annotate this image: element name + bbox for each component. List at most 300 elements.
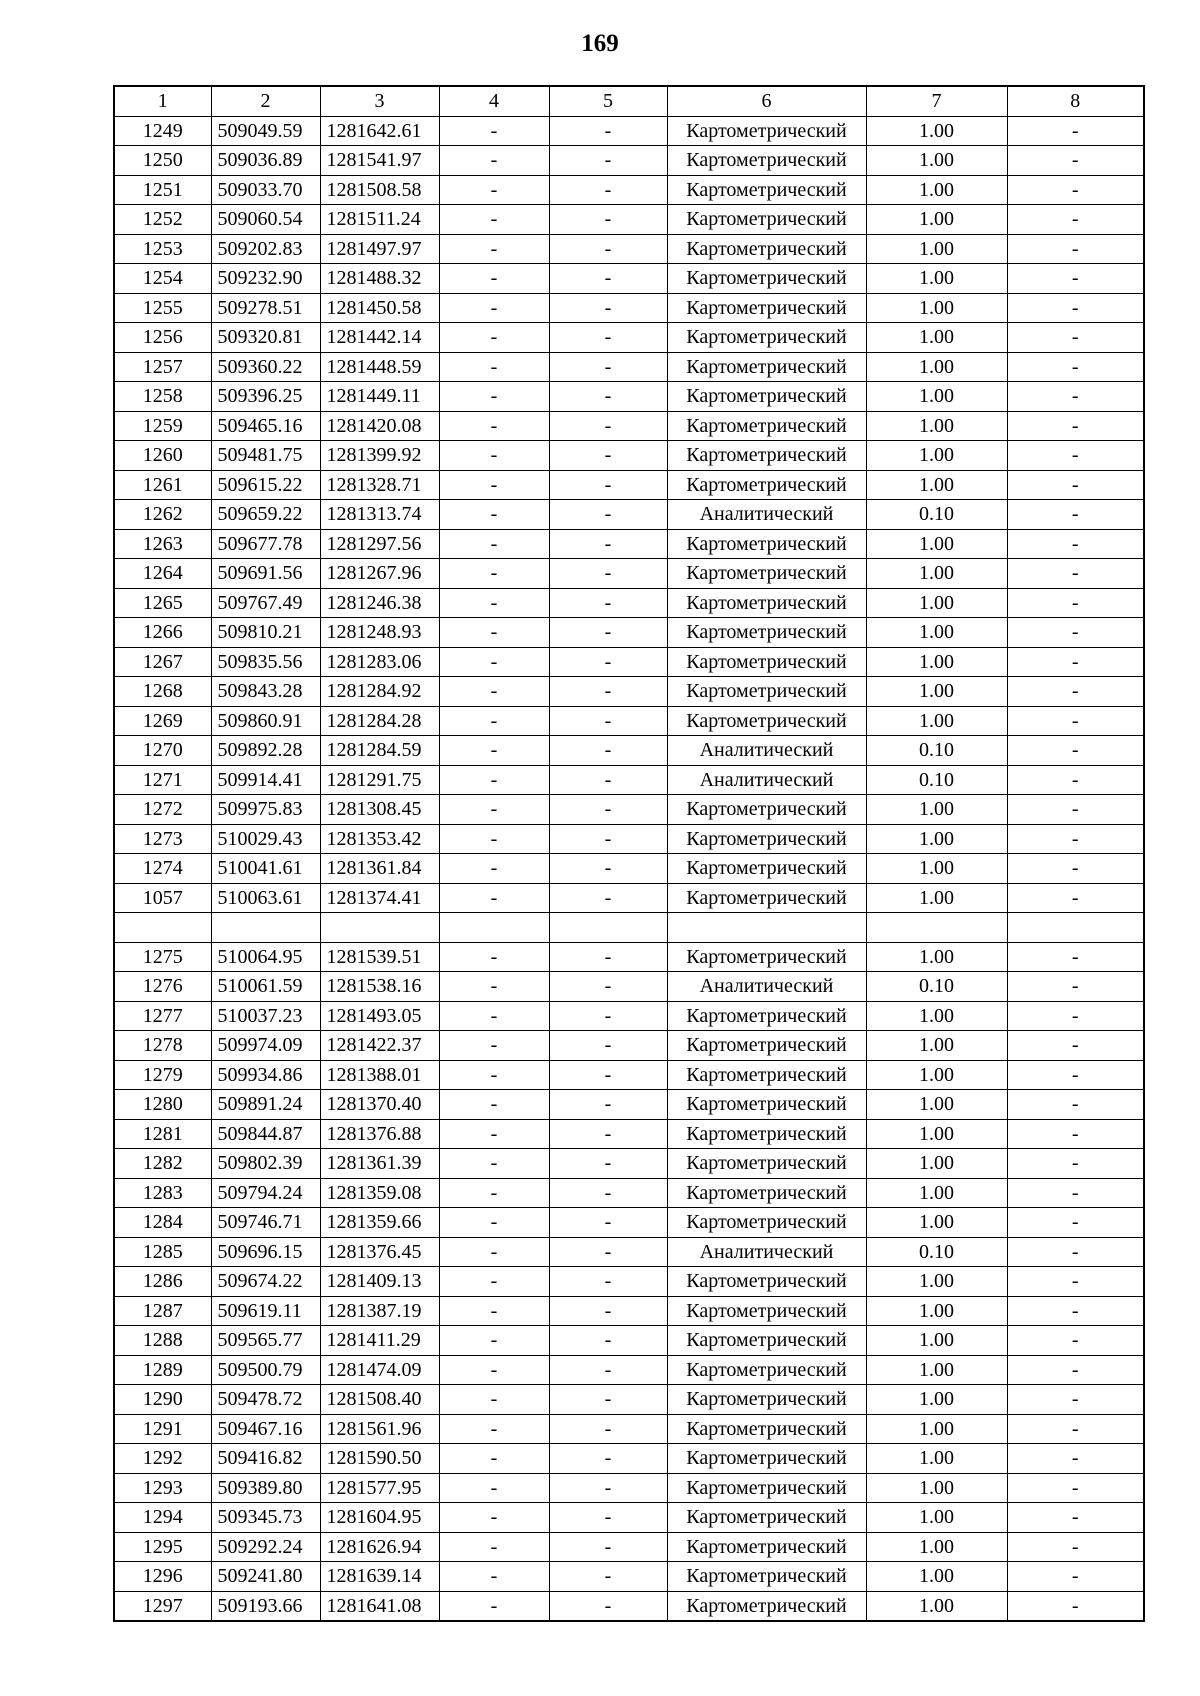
table-cell: Картометрический xyxy=(667,1208,866,1238)
table-cell: - xyxy=(1007,1060,1144,1090)
table-cell: 1.00 xyxy=(866,1090,1007,1120)
table-row xyxy=(114,1208,1144,1238)
table-row xyxy=(114,736,1144,766)
table-row xyxy=(114,559,1144,589)
table-cell: 1.00 xyxy=(866,824,1007,854)
table-cell: - xyxy=(549,1503,667,1533)
table-row xyxy=(114,972,1144,1002)
table-cell: - xyxy=(549,1296,667,1326)
table-cell: 1267 xyxy=(114,647,211,677)
table-header-row xyxy=(114,86,1144,116)
table-cell: 509036.89 xyxy=(211,146,320,176)
table-cell: Аналитический xyxy=(667,765,866,795)
table-cell: 1.00 xyxy=(866,1414,1007,1444)
table-cell: - xyxy=(1007,1001,1144,1031)
table-row xyxy=(114,1532,1144,1562)
table-cell: - xyxy=(1007,824,1144,854)
table-cell: 1.00 xyxy=(866,116,1007,146)
table-row xyxy=(114,618,1144,648)
table-cell: Картометрический xyxy=(667,647,866,677)
table-cell: 1.00 xyxy=(866,441,1007,471)
table-cell: - xyxy=(1007,854,1144,884)
table-cell: Картометрический xyxy=(667,146,866,176)
table-cell: 1278 xyxy=(114,1031,211,1061)
table-cell: 1281411.29 xyxy=(320,1326,439,1356)
table-cell: 1287 xyxy=(114,1296,211,1326)
table-cell: - xyxy=(1007,234,1144,264)
table-cell: 1262 xyxy=(114,500,211,530)
table-cell: 509746.71 xyxy=(211,1208,320,1238)
table-cell: 1.00 xyxy=(866,1591,1007,1621)
table-cell: 1257 xyxy=(114,352,211,382)
table-cell: 1281541.97 xyxy=(320,146,439,176)
table-cell: Картометрический xyxy=(667,824,866,854)
table-cell: - xyxy=(549,677,667,707)
table-cell: - xyxy=(549,323,667,353)
table-cell: - xyxy=(1007,942,1144,972)
table-cell: Картометрический xyxy=(667,1503,866,1533)
table-cell: 1286 xyxy=(114,1267,211,1297)
table-cell: 1281449.11 xyxy=(320,382,439,412)
table-cell: 1281642.61 xyxy=(320,116,439,146)
table-cell: 509193.66 xyxy=(211,1591,320,1621)
table-cell: 1272 xyxy=(114,795,211,825)
table-cell: Картометрический xyxy=(667,175,866,205)
table-cell: 1.00 xyxy=(866,1355,1007,1385)
table-row xyxy=(114,1385,1144,1415)
table-cell: - xyxy=(549,588,667,618)
table-cell: Картометрический xyxy=(667,1355,866,1385)
table-cell: 509565.77 xyxy=(211,1326,320,1356)
table-cell: - xyxy=(1007,1414,1144,1444)
table-cell: Картометрический xyxy=(667,411,866,441)
table-row xyxy=(114,1237,1144,1267)
table-cell xyxy=(320,913,439,943)
table-cell: 1274 xyxy=(114,854,211,884)
table-cell: 509677.78 xyxy=(211,529,320,559)
table-cell: 1254 xyxy=(114,264,211,294)
table-cell: - xyxy=(549,234,667,264)
table-cell: 1281577.95 xyxy=(320,1473,439,1503)
table-cell: Картометрический xyxy=(667,264,866,294)
table-cell: - xyxy=(549,1414,667,1444)
table-cell xyxy=(667,913,866,943)
table-cell: - xyxy=(1007,588,1144,618)
table-cell: Картометрический xyxy=(667,618,866,648)
table-cell: Картометрический xyxy=(667,470,866,500)
table-cell: - xyxy=(1007,352,1144,382)
table-cell: 509619.11 xyxy=(211,1296,320,1326)
table-row xyxy=(114,1473,1144,1503)
table-cell: - xyxy=(439,411,549,441)
table-cell: 509802.39 xyxy=(211,1149,320,1179)
table-cell: - xyxy=(1007,1237,1144,1267)
table-cell: - xyxy=(439,1090,549,1120)
table-cell: 509615.22 xyxy=(211,470,320,500)
table-cell: - xyxy=(549,824,667,854)
table-cell: 509500.79 xyxy=(211,1355,320,1385)
table-cell: 1281359.08 xyxy=(320,1178,439,1208)
table-row xyxy=(114,500,1144,530)
table-cell: 1.00 xyxy=(866,1178,1007,1208)
table-cell: 1277 xyxy=(114,1001,211,1031)
table-cell: 509202.83 xyxy=(211,234,320,264)
column-header: 3 xyxy=(320,86,439,116)
table-cell: 1285 xyxy=(114,1237,211,1267)
table-cell: Картометрический xyxy=(667,942,866,972)
table-cell: - xyxy=(439,854,549,884)
table-cell: 509810.21 xyxy=(211,618,320,648)
table-cell: 510064.95 xyxy=(211,942,320,972)
table-cell: Картометрический xyxy=(667,1473,866,1503)
table-cell: 510061.59 xyxy=(211,972,320,1002)
table-cell: 509974.09 xyxy=(211,1031,320,1061)
table-cell: Картометрический xyxy=(667,1119,866,1149)
table-cell: - xyxy=(1007,1296,1144,1326)
table-cell: 509696.15 xyxy=(211,1237,320,1267)
table-cell: 1.00 xyxy=(866,470,1007,500)
table-cell: 1281359.66 xyxy=(320,1208,439,1238)
table-cell: 1.00 xyxy=(866,1001,1007,1031)
table-cell: - xyxy=(439,706,549,736)
table-cell: 509396.25 xyxy=(211,382,320,412)
coordinates-table xyxy=(113,85,1145,1622)
table-cell: 1.00 xyxy=(866,234,1007,264)
table-cell: 1.00 xyxy=(866,146,1007,176)
table-row xyxy=(114,1031,1144,1061)
table-row xyxy=(114,1178,1144,1208)
table-cell xyxy=(211,913,320,943)
table-cell: 1281641.08 xyxy=(320,1591,439,1621)
table-row xyxy=(114,1001,1144,1031)
table-cell: Картометрический xyxy=(667,1060,866,1090)
table-row xyxy=(114,854,1144,884)
table-cell: 1.00 xyxy=(866,588,1007,618)
table-cell: - xyxy=(549,411,667,441)
column-header: 7 xyxy=(866,86,1007,116)
table-cell: Картометрический xyxy=(667,382,866,412)
table-cell: 1.00 xyxy=(866,559,1007,589)
table-cell: - xyxy=(439,529,549,559)
table-cell: 1.00 xyxy=(866,795,1007,825)
table-cell: 1281590.50 xyxy=(320,1444,439,1474)
table-cell: 509060.54 xyxy=(211,205,320,235)
table-cell: - xyxy=(1007,1326,1144,1356)
table-cell: Картометрический xyxy=(667,1562,866,1592)
table-cell: 1253 xyxy=(114,234,211,264)
table-cell: 510029.43 xyxy=(211,824,320,854)
table-cell: - xyxy=(549,1385,667,1415)
table-row xyxy=(114,1267,1144,1297)
table-cell: - xyxy=(439,1503,549,1533)
table-cell: - xyxy=(439,795,549,825)
table-cell: Картометрический xyxy=(667,323,866,353)
table-cell: 1265 xyxy=(114,588,211,618)
table-cell: - xyxy=(1007,411,1144,441)
table-cell: 510063.61 xyxy=(211,883,320,913)
table-cell: - xyxy=(1007,323,1144,353)
table-cell: - xyxy=(549,1031,667,1061)
page-number: 169 xyxy=(581,30,619,57)
table-cell: Картометрический xyxy=(667,559,866,589)
table-cell: 1281497.97 xyxy=(320,234,439,264)
table-cell: Картометрический xyxy=(667,1591,866,1621)
table-cell: Аналитический xyxy=(667,972,866,1002)
table-row xyxy=(114,323,1144,353)
table-row xyxy=(114,1060,1144,1090)
table-cell: 1273 xyxy=(114,824,211,854)
table-cell: - xyxy=(1007,1031,1144,1061)
column-header: 1 xyxy=(114,86,211,116)
table-cell: 1281361.39 xyxy=(320,1149,439,1179)
table-cell: - xyxy=(439,1444,549,1474)
column-header: 5 xyxy=(549,86,667,116)
table-cell: 1281422.37 xyxy=(320,1031,439,1061)
table-cell: - xyxy=(439,234,549,264)
table-cell: 1.00 xyxy=(866,1532,1007,1562)
table-cell: Картометрический xyxy=(667,588,866,618)
table-cell: - xyxy=(549,706,667,736)
table-cell: - xyxy=(1007,1591,1144,1621)
table-cell: Картометрический xyxy=(667,441,866,471)
table-row xyxy=(114,1296,1144,1326)
table-cell: - xyxy=(1007,795,1144,825)
table-cell: 1251 xyxy=(114,175,211,205)
table-cell: 1281604.95 xyxy=(320,1503,439,1533)
table-cell: 1260 xyxy=(114,441,211,471)
table-cell: 1.00 xyxy=(866,175,1007,205)
table-cell: 1281370.40 xyxy=(320,1090,439,1120)
table-cell: - xyxy=(439,1208,549,1238)
table-row xyxy=(114,1355,1144,1385)
table-cell: - xyxy=(439,116,549,146)
table-cell: Картометрический xyxy=(667,352,866,382)
table-cell: Картометрический xyxy=(667,1031,866,1061)
table-cell: - xyxy=(549,146,667,176)
table-cell: Картометрический xyxy=(667,1385,866,1415)
table-cell: 1057 xyxy=(114,883,211,913)
table-cell: 1281388.01 xyxy=(320,1060,439,1090)
table-cell: 1280 xyxy=(114,1090,211,1120)
table-cell: - xyxy=(549,1149,667,1179)
table-cell: Картометрический xyxy=(667,795,866,825)
table-cell: - xyxy=(439,1119,549,1149)
table-cell: 1281361.84 xyxy=(320,854,439,884)
table-cell: - xyxy=(439,352,549,382)
table-cell: Аналитический xyxy=(667,500,866,530)
table-cell: - xyxy=(1007,1473,1144,1503)
table-cell: 1.00 xyxy=(866,529,1007,559)
table-cell: 1281376.88 xyxy=(320,1119,439,1149)
table-cell: - xyxy=(439,1591,549,1621)
table-cell: 1281353.42 xyxy=(320,824,439,854)
table-cell: 1.00 xyxy=(866,352,1007,382)
table-cell: - xyxy=(439,1001,549,1031)
table-cell: 1281 xyxy=(114,1119,211,1149)
table-cell: - xyxy=(549,1532,667,1562)
table-cell: 1276 xyxy=(114,972,211,1002)
table-cell: 1249 xyxy=(114,116,211,146)
table-cell: 1281508.40 xyxy=(320,1385,439,1415)
table-cell: - xyxy=(1007,116,1144,146)
table-cell: 1.00 xyxy=(866,706,1007,736)
table-cell: - xyxy=(1007,736,1144,766)
table-cell: Картометрический xyxy=(667,529,866,559)
table-cell: - xyxy=(1007,883,1144,913)
table-cell: 1281488.32 xyxy=(320,264,439,294)
table-cell: 509241.80 xyxy=(211,1562,320,1592)
table-cell: 0.10 xyxy=(866,500,1007,530)
table-cell: 1.00 xyxy=(866,1208,1007,1238)
table-cell: - xyxy=(439,765,549,795)
table-cell: - xyxy=(549,205,667,235)
table-cell: 1282 xyxy=(114,1149,211,1179)
table-cell: 1281493.05 xyxy=(320,1001,439,1031)
table-row xyxy=(114,588,1144,618)
table-cell: 510037.23 xyxy=(211,1001,320,1031)
table-row xyxy=(114,175,1144,205)
table-cell: 1281328.71 xyxy=(320,470,439,500)
table-cell: - xyxy=(439,1562,549,1592)
table-cell: 1.00 xyxy=(866,618,1007,648)
table-cell: 1259 xyxy=(114,411,211,441)
table-cell: 1271 xyxy=(114,765,211,795)
table-cell: - xyxy=(549,647,667,677)
table-cell: - xyxy=(439,441,549,471)
table-cell: - xyxy=(549,559,667,589)
table-cell: 0.10 xyxy=(866,765,1007,795)
table-cell: 509345.73 xyxy=(211,1503,320,1533)
table-cell: Аналитический xyxy=(667,1237,866,1267)
table-cell: 1281267.96 xyxy=(320,559,439,589)
table-cell: - xyxy=(549,352,667,382)
table-cell: 509465.16 xyxy=(211,411,320,441)
table-cell: 1.00 xyxy=(866,1296,1007,1326)
table-cell: 1281538.16 xyxy=(320,972,439,1002)
column-header: 8 xyxy=(1007,86,1144,116)
table-cell: 1.00 xyxy=(866,323,1007,353)
table-cell: 0.10 xyxy=(866,972,1007,1002)
table-cell: - xyxy=(549,736,667,766)
table-row xyxy=(114,1119,1144,1149)
table-cell: 1281409.13 xyxy=(320,1267,439,1297)
table-cell xyxy=(114,913,211,943)
table-cell: 1.00 xyxy=(866,1267,1007,1297)
table-cell: - xyxy=(439,205,549,235)
table-cell: - xyxy=(1007,618,1144,648)
table-cell: - xyxy=(1007,1562,1144,1592)
table-cell: - xyxy=(549,1237,667,1267)
table-cell: 1288 xyxy=(114,1326,211,1356)
table-cell: - xyxy=(439,323,549,353)
table-cell: - xyxy=(439,500,549,530)
table-cell: - xyxy=(549,854,667,884)
table-cell: 509481.75 xyxy=(211,441,320,471)
table-cell: 1281539.51 xyxy=(320,942,439,972)
table-cell: 509278.51 xyxy=(211,293,320,323)
table-cell: 1283 xyxy=(114,1178,211,1208)
table-cell: 1268 xyxy=(114,677,211,707)
table-cell: - xyxy=(549,382,667,412)
table-cell: - xyxy=(439,1031,549,1061)
table-row xyxy=(114,293,1144,323)
table-cell: - xyxy=(439,1060,549,1090)
table-cell: - xyxy=(549,175,667,205)
table-cell: 1281284.59 xyxy=(320,736,439,766)
table-cell: - xyxy=(439,293,549,323)
table-cell: 510041.61 xyxy=(211,854,320,884)
table-row xyxy=(114,264,1144,294)
table-cell: - xyxy=(1007,470,1144,500)
table-cell: - xyxy=(439,942,549,972)
table-cell: Картометрический xyxy=(667,293,866,323)
table-cell: 1.00 xyxy=(866,677,1007,707)
table-cell: - xyxy=(549,1444,667,1474)
table-cell: - xyxy=(439,146,549,176)
table-cell: 1281626.94 xyxy=(320,1532,439,1562)
table-cell: 509767.49 xyxy=(211,588,320,618)
table-cell: 1279 xyxy=(114,1060,211,1090)
table-cell: 509416.82 xyxy=(211,1444,320,1474)
table-cell: 1256 xyxy=(114,323,211,353)
table-row xyxy=(114,795,1144,825)
table-cell: - xyxy=(439,618,549,648)
table-row xyxy=(114,647,1144,677)
column-header: 6 xyxy=(667,86,866,116)
table-cell: 1281291.75 xyxy=(320,765,439,795)
table-cell: 509674.22 xyxy=(211,1267,320,1297)
table-row xyxy=(114,411,1144,441)
table-cell: 1.00 xyxy=(866,647,1007,677)
table-cell: - xyxy=(549,1267,667,1297)
table-cell: - xyxy=(439,972,549,1002)
table-row xyxy=(114,706,1144,736)
table-cell: 1281639.14 xyxy=(320,1562,439,1592)
table-cell: - xyxy=(439,588,549,618)
table-cell: - xyxy=(1007,677,1144,707)
table-cell: - xyxy=(549,1562,667,1592)
table-row xyxy=(114,913,1144,943)
table-cell: - xyxy=(1007,1532,1144,1562)
table-cell: 1.00 xyxy=(866,1503,1007,1533)
table-cell: 509659.22 xyxy=(211,500,320,530)
table-cell: - xyxy=(1007,205,1144,235)
table-cell: - xyxy=(549,441,667,471)
table-cell: 1281374.41 xyxy=(320,883,439,913)
table-cell: 1297 xyxy=(114,1591,211,1621)
table-row xyxy=(114,529,1144,559)
table-row xyxy=(114,352,1144,382)
table-cell: 509478.72 xyxy=(211,1385,320,1415)
table-cell: 1264 xyxy=(114,559,211,589)
table-cell: 509360.22 xyxy=(211,352,320,382)
table-cell: - xyxy=(549,500,667,530)
table-cell: 1.00 xyxy=(866,1444,1007,1474)
table-cell: 509975.83 xyxy=(211,795,320,825)
table-cell: Картометрический xyxy=(667,1178,866,1208)
table-cell: - xyxy=(1007,175,1144,205)
table-cell: 1255 xyxy=(114,293,211,323)
table-cell: Картометрический xyxy=(667,1444,866,1474)
table-cell: 1.00 xyxy=(866,411,1007,441)
table-cell: - xyxy=(439,1532,549,1562)
table-cell: 509835.56 xyxy=(211,647,320,677)
table-cell: - xyxy=(439,647,549,677)
table-row xyxy=(114,1414,1144,1444)
table-cell: 1275 xyxy=(114,942,211,972)
table-cell: 1263 xyxy=(114,529,211,559)
table-cell: 509843.28 xyxy=(211,677,320,707)
